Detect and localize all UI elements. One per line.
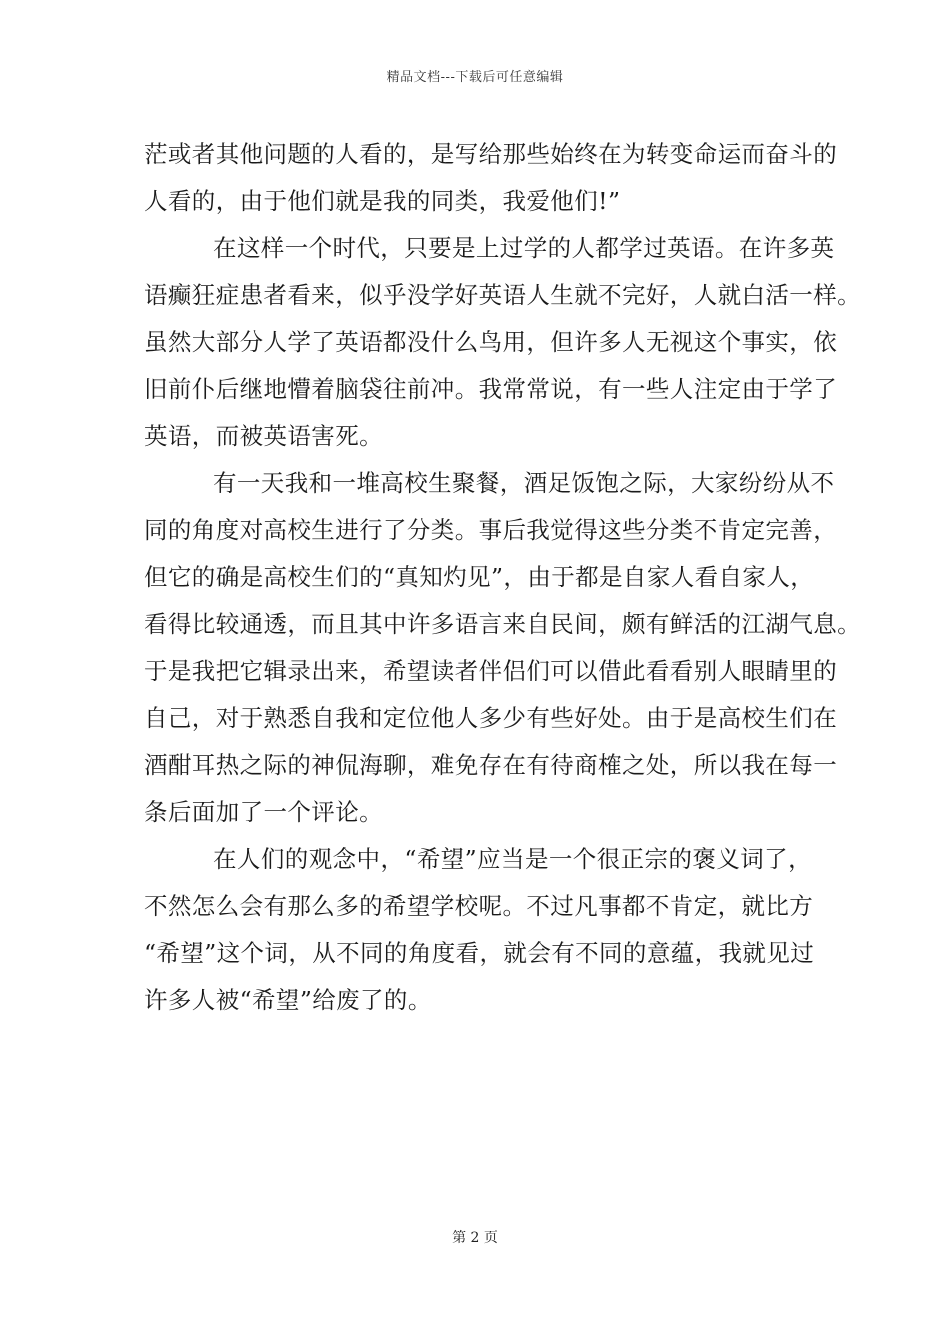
text-line: 酒酣耳热之际的神侃海聊，难免存在有待商榷之处，所以我在每一 xyxy=(144,751,838,779)
text-line: 不然怎么会有那么多的希望学校呢。不过凡事都不肯定，就比方 xyxy=(144,892,814,920)
document-body xyxy=(144,131,861,1024)
paragraph xyxy=(144,225,861,460)
text-line: 同的角度对高校生进行了分类。事后我觉得这些分类不肯定完善， xyxy=(144,516,838,544)
text-line: 在这样一个时代，只要是上过学的人都学过英语。在许多英 xyxy=(213,234,835,262)
text-line: 旧前仆后继地懵着脑袋往前冲。我常常说，有一些人注定由于学了 xyxy=(144,375,838,403)
text-line: 英语，而被英语害死。 xyxy=(144,422,383,450)
text-line: 自己，对于熟悉自我和定位他人多少有些好处。由于是高校生们在 xyxy=(144,704,838,732)
text-line: 但它的确是高校生们的“真知灼见”，由于都是自家人看自家人， xyxy=(144,563,815,591)
text-line: 人看的，由于他们就是我的同类，我爱他们!” xyxy=(144,187,621,215)
text-line: 在人们的观念中，“希望”应当是一个很正宗的褒义词了， xyxy=(213,845,812,873)
paragraph xyxy=(144,460,861,836)
text-line: 语癫狂症患者看来，似乎没学好英语人生就不完好，人就白活一样。 xyxy=(144,281,861,309)
page-header: 精品文档---下载后可任意编辑 xyxy=(386,70,564,85)
text-line: 于是我把它辑录出来，希望读者伴侣们可以借此看看别人眼睛里的 xyxy=(144,657,838,685)
paragraph xyxy=(144,836,815,1024)
text-line: 茫或者其他问题的人看的，是写给那些始终在为转变命运而奋斗的 xyxy=(144,140,838,168)
text-line: 虽然大部分人学了英语都没什么鸟用，但许多人无视这个事实，依 xyxy=(144,328,838,356)
page-number: 第 2 页 xyxy=(452,1230,498,1246)
text-line: 许多人被“希望”给废了的。 xyxy=(144,986,432,1014)
paragraph xyxy=(144,131,838,225)
text-line: 条后面加了一个评论。 xyxy=(144,798,383,826)
text-line: “希望”这个词，从不同的角度看，就会有不同的意蕴，我就见过 xyxy=(144,939,815,967)
text-line: 有一天我和一堆高校生聚餐，酒足饭饱之际，大家纷纷从不 xyxy=(213,469,835,497)
text-line: 看得比较通透，而且其中许多语言来自民间，颇有鲜活的江湖气息。 xyxy=(144,610,861,638)
